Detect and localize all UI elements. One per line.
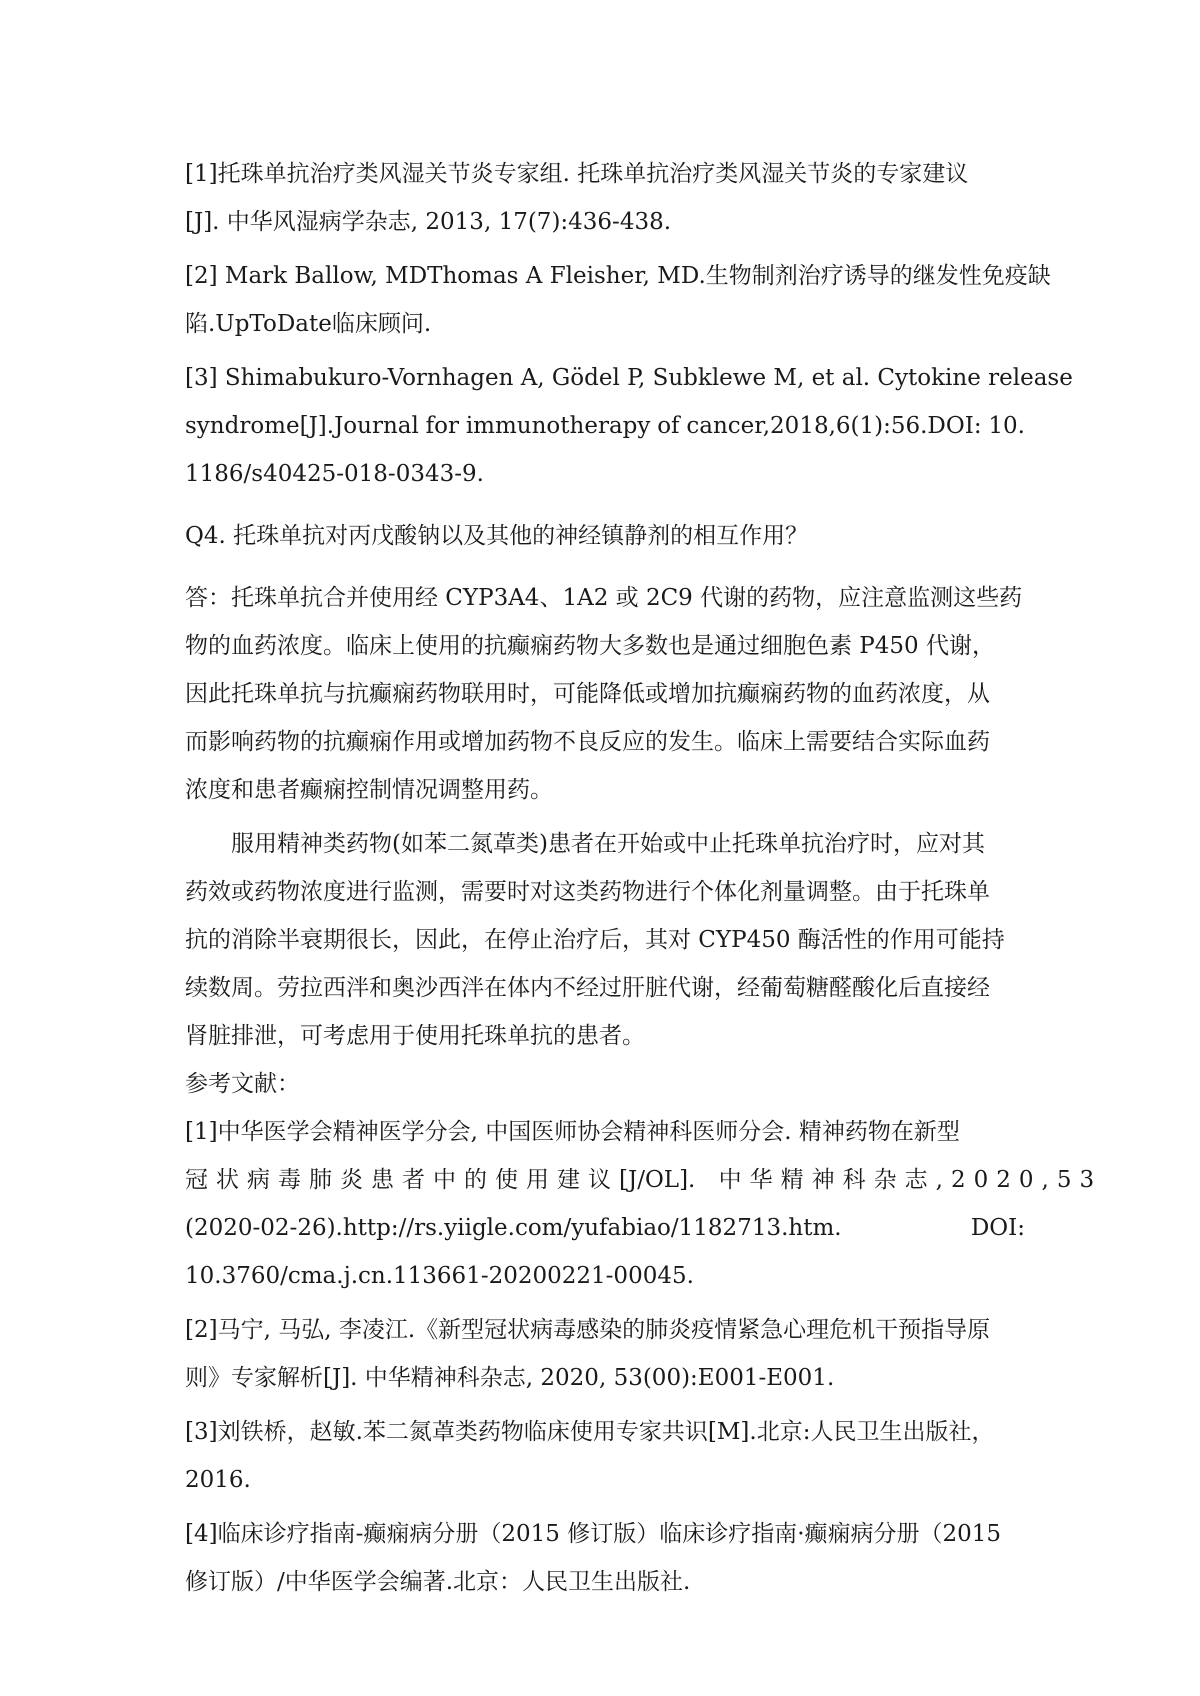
answer-line: 浓度和患者癫痫控制情况调整用药。: [185, 777, 553, 803]
reference-segment: 冠状病毒肺炎患者中的使用建议: [185, 1167, 619, 1193]
reference-line: 2016.: [185, 1467, 251, 1493]
reference-line: [J]. 中华风湿病学杂志, 2013, 17(7):436-438.: [185, 209, 672, 235]
answer-line: 药效或药物浓度进行监测，需要时对这类药物进行个体化剂量调整。由于托珠单: [185, 879, 990, 905]
reference-word: for: [425, 413, 460, 439]
references-heading: [185, 1060, 1025, 1108]
reference-item: [185, 1510, 1025, 1606]
reference-item: [185, 1108, 1103, 1300]
document-page: [185, 150, 1103, 1606]
reference-line: 10.3760/cma.j.cn.113661-20200221-00045.: [185, 1263, 694, 1289]
reference-line: [1]托珠单抗治疗类风湿关节炎专家组. 托珠单抗治疗类风湿关节炎的专家建议: [185, 161, 969, 187]
answer-paragraph: [185, 820, 1025, 1060]
reference-word: of: [657, 413, 680, 439]
answer-paragraph: [185, 574, 1025, 814]
reference-line: 陷.UpToDate临床顾问.: [185, 311, 432, 337]
reference-item: [185, 252, 1051, 348]
reference-line-justified: [185, 402, 1025, 450]
reference-item: [185, 1306, 1025, 1402]
answer-line: 肾脏排泄，可考虑用于使用托珠单抗的患者。: [185, 1023, 645, 1049]
answer-line: 续数周。劳拉西泮和奥沙西泮在体内不经过肝脏代谢，经葡萄糖醛酸化后直接经: [185, 975, 990, 1001]
reference-line: [2]马宁, 马弘, 李凌江.《新型冠状病毒感染的肺炎疫情紧急心理危机干预指导原: [185, 1317, 991, 1343]
reference-segment: (2020-02-26).http://rs.yiigle.com/yufabiao/1182713.htm.: [185, 1215, 842, 1241]
answer-line: 而影响药物的抗癫痫作用或增加药物不良反应的发生。临床上需要结合实际血药: [185, 729, 990, 755]
reference-line: [3] Shimabukuro-Vornhagen A, Gödel P, Subklewe M, et al. Cytokine release: [185, 365, 1073, 391]
reference-line: 修订版）/中华医学会编著.北京：人民卫生出版社.: [185, 1569, 691, 1595]
reference-segment: . 中华精神科杂志,2020,53: [688, 1167, 1103, 1193]
reference-line-justified: [185, 1156, 1103, 1204]
reference-word: immunotherapy: [465, 413, 651, 439]
reference-word: cancer,2018,6(1):56.DOI:: [686, 413, 982, 439]
answer-line: 因此托珠单抗与抗癫痫药物联用时，可能降低或增加抗癫痫药物的血药浓度，从: [185, 681, 990, 707]
answer-line: 物的血药浓度。临床上使用的抗癫痫药物大多数也是通过细胞色素 P450 代谢，: [185, 633, 995, 659]
answer-line: 抗的消除半衰期很长，因此，在停止治疗后，其对 CYP450 酶活性的作用可能持: [185, 927, 1005, 953]
reference-segment: [J/OL]: [619, 1167, 689, 1193]
reference-line-justified: [185, 1204, 1025, 1252]
reference-item: [185, 1408, 1025, 1504]
answer-line: 服用精神类药物(如苯二氮䓬类)患者在开始或中止托珠单抗治疗时，应对其: [231, 831, 985, 857]
reference-line: 则》专家解析[J]. 中华精神科杂志, 2020, 53(00):E001-E001.: [185, 1365, 835, 1391]
reference-line: 1186/s40425-018-0343-9.: [185, 461, 484, 487]
answer-line: 答：托珠单抗合并使用经 CYP3A4、1A2 或 2C9 代谢的药物，应注意监测这些药: [185, 585, 1023, 611]
reference-item: [185, 150, 1025, 246]
reference-word: 10.: [988, 413, 1025, 439]
reference-line: [2] Mark Ballow, MDThomas A Fleisher, MD.生物制剂治疗诱导的继发性免疫缺: [185, 263, 1051, 289]
reference-line: [1]中华医学会精神医学分会, 中国医师协会精神科医师分会. 精神药物在新型: [185, 1119, 960, 1145]
question-text: Q4. 托珠单抗对丙戊酸钠以及其他的神经镇静剂的相互作用？: [185, 523, 809, 549]
reference-item: [185, 354, 1073, 498]
reference-line: [3]刘铁桥，赵敏.苯二氮䓬类药物临床使用专家共识[M].北京:人民卫生出版社，: [185, 1419, 995, 1445]
reference-segment: DOI:: [970, 1215, 1025, 1241]
references-heading-text: 参考文献：: [185, 1071, 300, 1097]
reference-line: [4]临床诊疗指南-癫痫病分册（2015 修订版）临床诊疗指南·癫痫病分册（2015: [185, 1521, 1002, 1547]
question-heading: [185, 512, 1025, 560]
reference-word: syndrome[J].Journal: [185, 413, 419, 439]
